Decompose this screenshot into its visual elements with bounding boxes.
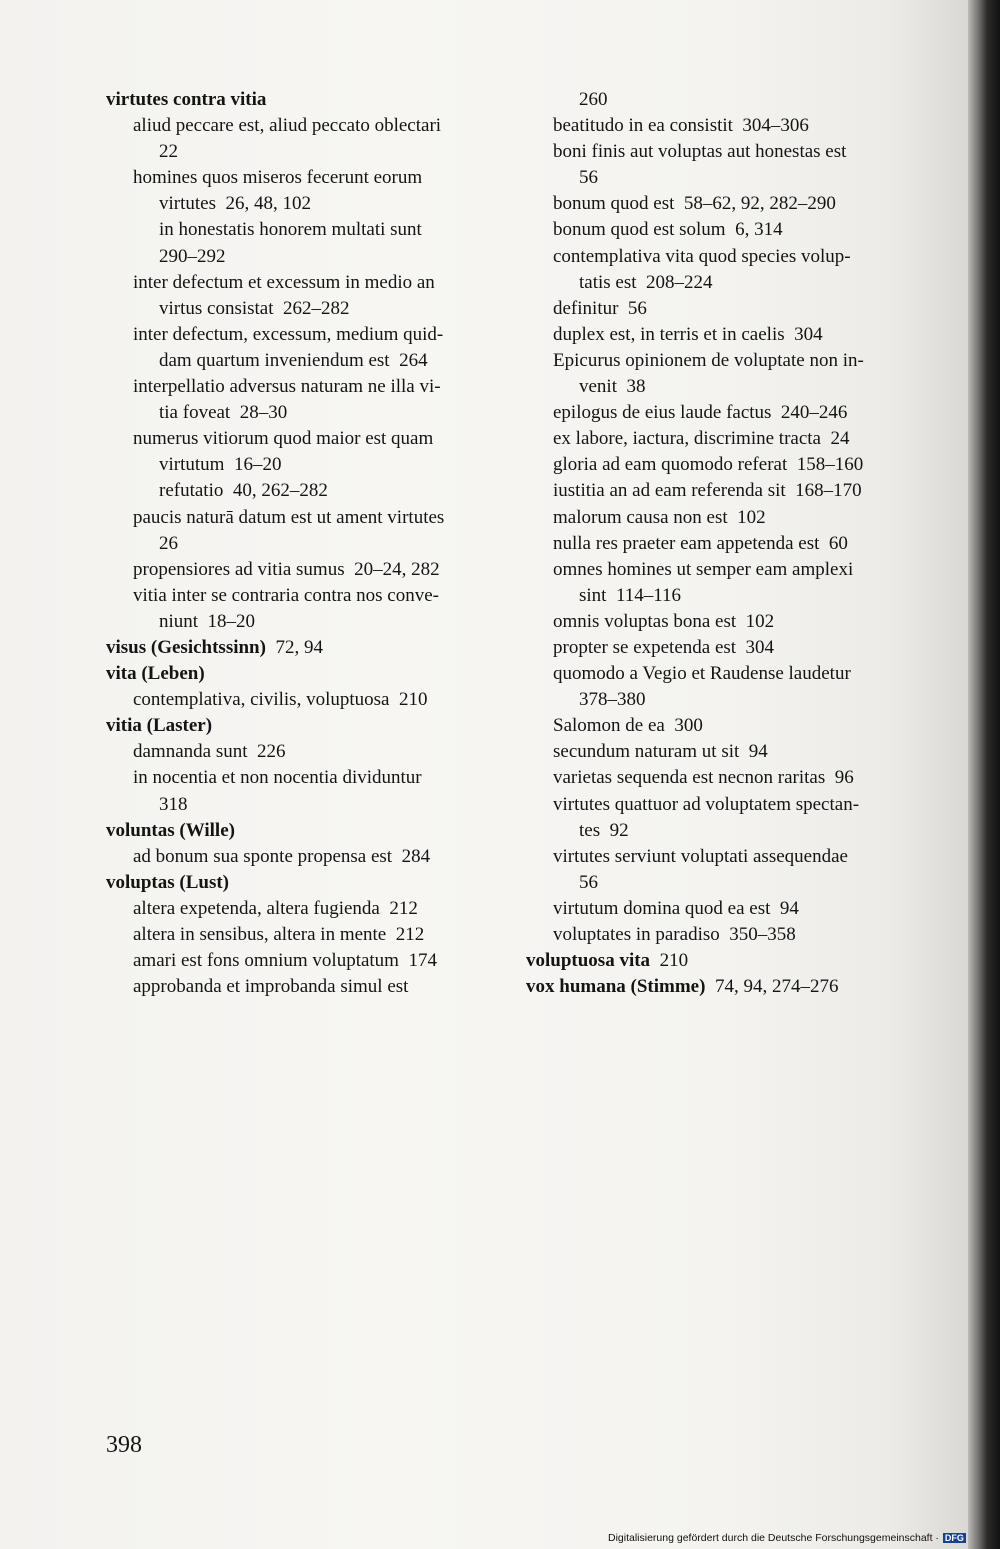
index-entry-line: altera expetenda, altera fugienda 212 [133,897,418,919]
index-page-refs: 210 [650,950,689,972]
index-entry-line: 290–292 [159,245,226,267]
index-entry-line: quomodo a Vegio et Raudense laudetur [553,663,851,685]
index-entry-line: 22 [159,141,178,163]
index-entry-line: bonum quod est solum 6, 314 [553,219,783,241]
footer-text: Digitalisierung gefördert durch die Deutsche Forschungsgemeinschaft · [608,1532,939,1544]
index-headword [526,974,864,1000]
index-entry-line: ad bonum sua sponte propensa est 284 [133,845,431,867]
index-entry-line: Epicurus opinionem de voluptate non in- [553,349,864,371]
index-entry-line: secundum naturam ut sit 94 [553,741,768,763]
index-entry-line: definitur 56 [553,297,647,319]
index-entry-line: ex labore, iactura, discrimine tracta 24 [553,428,850,450]
index-entry-line: virtutes quattuor ad voluptatem spectan- [553,793,860,815]
index-column-left [106,87,444,1000]
index-page-refs: 74, 94, 274–276 [705,976,839,998]
index-headword: virtutes contra vitia [106,89,267,110]
index-entry-line: contemplativa, civilis, voluptuosa 210 [133,689,428,711]
dfg-logo: DFG [944,1533,964,1544]
index-headword-label: vox humana (Stimme) [526,976,706,998]
index-entry-line: virtutum domina quod ea est 94 [553,897,799,919]
index-entry-line: varietas sequenda est necnon raritas 96 [553,767,854,789]
index-entry-line: omnis voluptas bona est 102 [553,610,775,632]
index-entry-line: in honestatis honorem multati sunt [159,219,422,241]
index-entry-line: homines quos miseros fecerunt eorum [133,167,423,189]
index-entry-line: dam quartum inveniendum est 264 [159,349,428,371]
index-headword [106,635,444,661]
index-entry-line: venit 38 [579,376,646,398]
index-entry-line: 318 [159,793,188,815]
index-entry-line: omnes homines ut semper eam amplexi [553,558,854,580]
index-headword-label: visus (Gesichtssinn) [106,636,266,658]
index-entry-line: 378–380 [579,689,646,711]
book-spine-edge [968,0,1000,1549]
index-entry-line: approbanda et improbanda simul est [133,976,409,998]
index-entry-line: amari est fons omnium voluptatum 174 [133,950,437,972]
page-number: 398 [106,1432,142,1458]
index-entry-line: propter se expetenda est 304 [553,636,775,658]
index-headword-label: voluptuosa vita [526,950,651,972]
index-entry-line: damnanda sunt 226 [133,741,286,763]
index-entry-line: Salomon de ea 300 [553,715,703,737]
index-entry-line: virtutes serviunt voluptati assequendae [553,845,848,867]
index-entry-line: refutatio 40, 262–282 [159,480,328,502]
index-entry-line: altera in sensibus, altera in mente 212 [133,924,425,945]
index-entry-line: paucis naturā datum est ut ament virtutes [133,506,445,528]
index-headword [526,948,864,974]
index-entry-line: voluptates in paradiso 350–358 [553,924,796,945]
digitization-footer [608,1532,966,1544]
index-entry-line: tatis est 208–224 [579,271,713,293]
index-entry-line: 260 [579,89,608,110]
index-headword: voluptas (Lust) [106,871,229,893]
index-headword: voluntas (Wille) [106,819,235,841]
index-headword: vitia (Laster) [106,715,213,737]
index-entry-line: virtus consistat 262–282 [159,297,350,319]
index-entry-line: numerus vitiorum quod maior est quam [133,428,434,450]
index-page-refs: 72, 94 [265,636,323,658]
index-entry-line: tia foveat 28–30 [159,402,288,424]
index-entry-line: aliud peccare est, aliud peccato oblectari [133,115,442,137]
index-entry-line: vitia inter se contraria contra nos conve- [133,584,439,606]
index-entry-line: gloria ad eam quomodo referat 158–160 [553,454,864,476]
index-entry-line: sint 114–116 [579,584,682,606]
index-entry-line: 56 [579,167,598,189]
index-entry-line: inter defectum, excessum, medium quid- [133,323,444,345]
index-entry-line: propensiores ad vitia sumus 20–24, 282 [133,558,440,580]
index-entry-line: iustitia an ad eam referenda sit 168–170 [553,480,862,502]
index-column-right [526,87,864,1000]
index-entry-line: nulla res praeter eam appetenda est 60 [553,532,848,554]
index-entry-line: 26 [159,532,178,554]
index-headword: vita (Leben) [106,663,205,685]
index-entry-line: beatitudo in ea consistit 304–306 [553,115,809,137]
index-entry-line: boni finis aut voluptas aut honestas est [553,141,847,163]
index-entry-line: epilogus de eius laude factus 240–246 [553,402,848,424]
index-entry-line: interpellatio adversus naturam ne illa vi- [133,376,441,398]
index-entry-line: virtutes 26, 48, 102 [159,193,311,215]
index-entry-line: tes 92 [579,819,629,841]
index-entry-line: niunt 18–20 [159,610,256,632]
index-entry-line: bonum quod est 58–62, 92, 282–290 [553,193,836,215]
index-entry-line: malorum causa non est 102 [553,506,766,528]
index-entry-line: inter defectum et excessum in medio an [133,271,435,293]
index-entry-line: contemplativa vita quod species volup- [553,245,851,267]
index-entry-line: virtutum 16–20 [159,454,282,476]
index-entry-line: 56 [579,871,598,893]
index-entry-line: duplex est, in terris et in caelis 304 [553,323,823,345]
index-entry-line: in nocentia et non nocentia dividuntur [133,767,422,789]
